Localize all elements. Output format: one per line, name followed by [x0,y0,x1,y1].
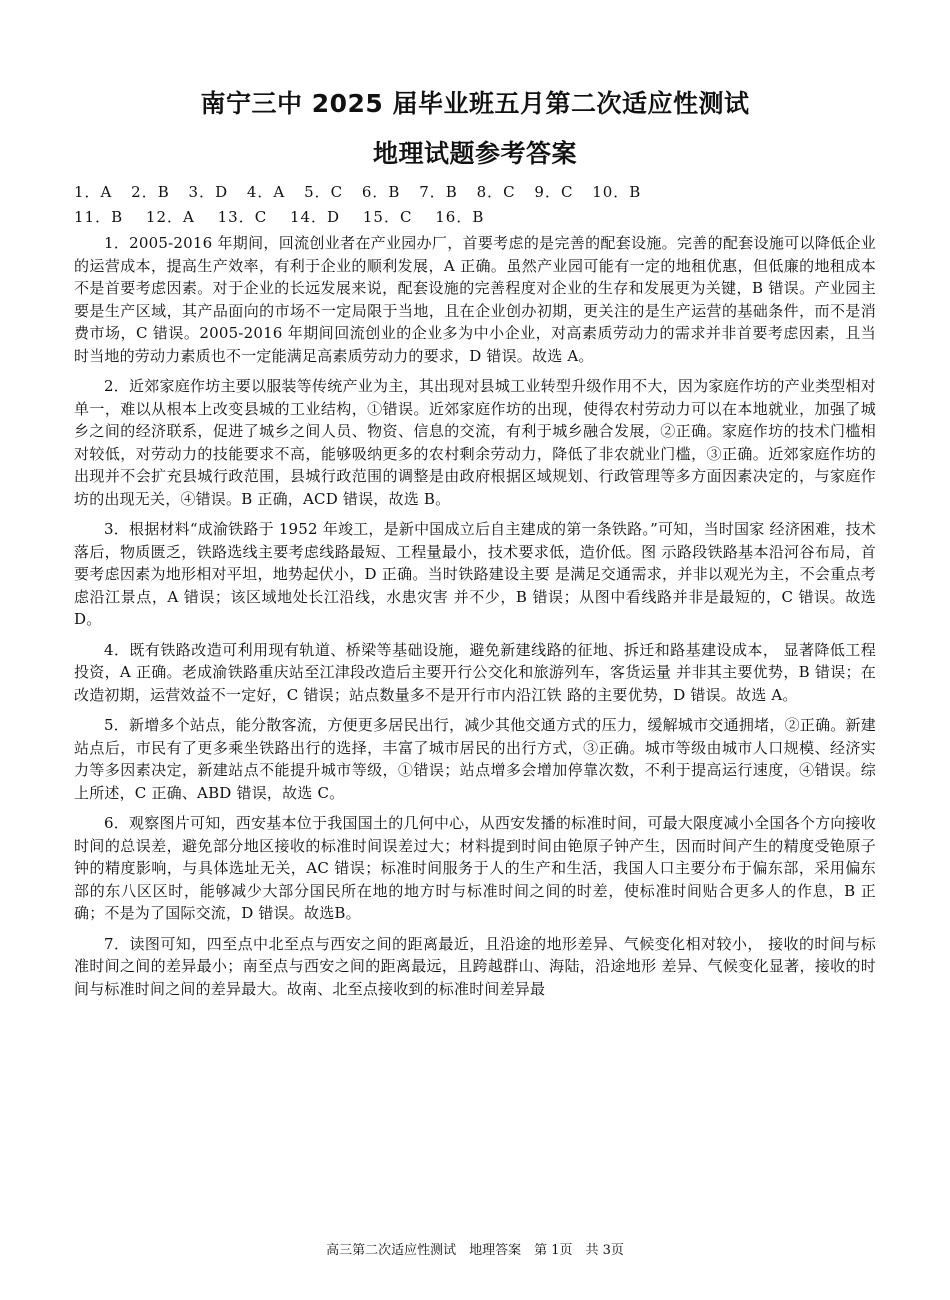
answer-item: 10．B [592,183,642,201]
document-subtitle: 地理试题参考答案 [372,139,577,168]
explanation-paragraph-3: 3．根据材料“成渝铁路于 1952 年竣工，是新中国成立后自主建成的第一条铁路。”可知，当时国家 经济困难，技术落后，物质匮乏，铁路选线主要考虑线路最短、工程量最小，技术要求低，造价低。图 示路段铁路基本沿河谷布局，首要考虑因素为地形相对平坦，地势起伏小，D 正确。当时铁路建设主要 是满足交通需求，并非以观光为主，不会重点考虑沿江景点，A 错误；该区域地处长江沿线，水患灾害 并不少，B 错误；从图中看线路并非是最短的，C 错误。故选 D。 [74,520,876,628]
answer-item: 15．C [362,208,413,226]
answer-item: 14．D [289,208,341,226]
answer-item: 11．B [74,208,124,226]
document-title: 南宁三中 2025 届毕业班五月第二次适应性测试 [200,89,750,118]
answer-item: 7．B [419,183,458,201]
answer-item: 3．D [188,183,229,201]
answer-row-2 [74,205,894,230]
explanation-paragraph-6: 6．观察图片可知，西安基本位于我国国土的几何中心，从西安发播的标准时间，可最大限度减小全国各个方向接收时间的总误差，避免部分地区接收的标准时间误差过大；材料提到时间由铯原子钟产生，因而时间产生的精度受铯原子钟的精度影响，与具体选址无关，AC 错误；标准时间服务于人的生产和生活，我国人口主要分布于偏东部，采用偏东部的东八区区时，能够减少大部分国民所在地的地方时与标准时间之间的时差，使标准时间贴合更多人的作息，B 正确；不是为了国际交流，D 错误。故选B。 [74,814,876,922]
answer-item: 2．B [131,183,170,201]
explanation-paragraph-1: 1．2005-2016 年期间，回流创业者在产业园办厂，首要考虑的是完善的配套设施。完善的配套设施可以降低企业的运营成本，提高生产效率，有利于企业的顺利发展，A 正确。虽然产业园可能有一定的地租优惠，但低廉的地租成本不是首要考虑因素。对于企业的长远发展来说，配套设施的完善程度对企业的生存和发展更为关键，B 错误。产业园主要是生产区域，其产品面向的市场不一定局限于当地，且在企业创办初期，更关注的是生产运营的基础条件，而不是消费市场，C 错误。2005-2016 年期间回流创业的企业多为中小企业，对高素质劳动力的需求并非首要考虑因素，且当时当地的劳动力素质也不一定能满足高素质劳动力的要求，D 错误。故选 A。 [74,234,876,365]
answer-item: 16．B [435,208,485,226]
answer-key [74,180,894,230]
explanation-paragraph-2: 2．近郊家庭作坊主要以服装等传统产业为主，其出现对县城工业转型升级作用不大，因为家庭作坊的产业类型相对单一，难以从根本上改变县城的工业结构，①错误。近郊家庭作坊的出现，使得农村劳动力可以在本地就业，加强了城乡之间的经济联系，促进了城乡之间人员、物资、信息的交流，有利于城乡融合发展，②正确。家庭作坊的技术门槛相对较低，对劳动力的技能要求不高，能够吸纳更多的农村剩余劳动力，降低了非农就业门槛，③正确。近郊家庭作坊的出现并不会扩充县城行政范围，县城行政范围的调整是由政府根据区域规划、行政管理等多方面因素决定的，与家庭作坊的出现无关，④错误。B 正确，ACD 错误，故选 B。 [74,377,876,508]
answer-item: 12．A [145,208,195,226]
page-footer: 高三第二次适应性测试 地理答案 第 1页 共 3页 [326,1243,624,1258]
answer-item: 5．C [304,183,344,201]
answer-item: 13．C [217,208,268,226]
explanations [74,232,876,1008]
explanation-paragraph-7: 7．读图可知，四至点中北至点与西安之间的距离最近，且沿途的地形差异、气候变化相对较小， 接收的时间与标准时间之间的差异最小；南至点与西安之间的距离最远，且跨越群山、海陆，沿途地形 差异、气候变化显著，接收的时间与标准时间之间的差异最大。故南、北至点接收到的标准时间差异最 [74,934,876,998]
explanation-paragraph-5: 5．新增多个站点，能分散客流，方便更多居民出行，减少其他交通方式的压力，缓解城市交通拥堵，②正确。新建站点后，市民有了更多乘坐铁路出行的选择，丰富了城市居民的出行方式，③正确。城市等级由城市人口规模、经济实力等多因素决定，新建站点不能提升城市等级，①错误；站点增多会增加停靠次数，不利于提高运行速度，④错误。综上所述，C 正确、ABD 错误，故选 C。 [74,716,876,802]
answer-item: 6．B [361,183,401,201]
answer-row-1 [74,180,894,205]
answer-item: 9．C [534,183,574,201]
answer-item: 1．A [74,183,113,201]
answer-item: 8．C [476,183,516,201]
answer-item: 4．A [246,183,286,201]
explanation-paragraph-4: 4．既有铁路改造可利用现有轨道、桥梁等基础设施，避免新建线路的征地、拆迁和路基建设成本， 显著降低工程投资，A 正确。老成渝铁路重庆站至江津段改造后主要开行公交化和旅游列车，客货运量 并非其主要优势，B 错误；在改造初期，运营效益不一定好，C 错误；站点数量多不是开行市内沿江铁 路的主要优势，D 错误。故选 A。 [74,640,876,704]
